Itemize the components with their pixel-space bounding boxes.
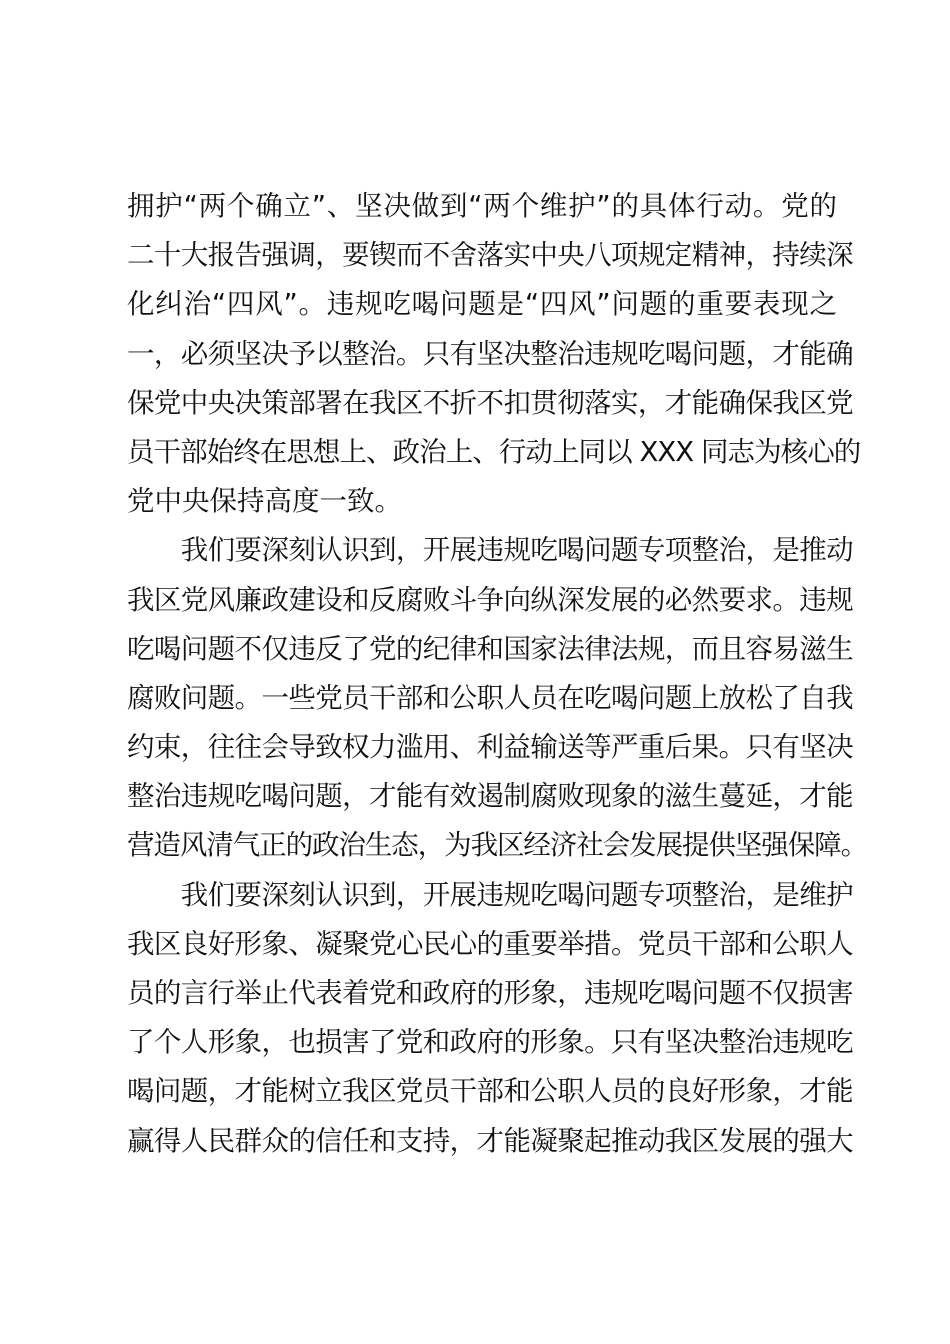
text-line: 保党中央决策部署在我区不折不扣贯彻落实，才能确保我区党 xyxy=(127,386,854,419)
text-line: 吃喝问题不仅违反了党的纪律和国家法律法规，而且容易滋生 xyxy=(127,632,854,665)
text-line: 员的言行举止代表着党和政府的形象，违规吃喝问题不仅损害 xyxy=(127,977,854,1009)
text-line: 我区良好形象、凝聚党心民心的重要举措。党员干部和公职人 xyxy=(127,927,854,960)
text-line: 约束，往往会导致权力滥用、利益输送等严重后果。只有坚决 xyxy=(127,731,854,764)
text-line: 我们要深刻认识到，开展违规吃喝问题专项整治，是维护 xyxy=(127,878,854,911)
text-line: 我们要深刻认识到，开展违规吃喝问题专项整治，是推动 xyxy=(127,534,854,567)
text-line: 赢得人民群众的信任和支持，才能凝聚起推动我区发展的强大 xyxy=(127,1124,854,1157)
text-line: 腐败问题。一些党员干部和公职人员在吃喝问题上放松了自我 xyxy=(127,681,854,714)
text-line: 二十大报告强调，要锲而不舍落实中央八项规定精神，持续深 xyxy=(127,239,854,272)
text-line: 整治违规吃喝问题，才能有效遏制腐败现象的滋生蔓延，才能 xyxy=(127,780,854,813)
text-line: 喝问题，才能树立我区党员干部和公职人员的良好形象，才能 xyxy=(127,1075,854,1108)
text-line: 一，必须坚决予以整治。只有坚决整治违规吃喝问题，才能确 xyxy=(127,337,854,370)
text-line: 了个人形象，也损害了党和政府的形象。只有坚决整治违规吃 xyxy=(127,1026,854,1059)
text-line: 拥护“两个确立”、坚决做到“两个维护”的具体行动。党的 xyxy=(127,190,837,222)
text-line: 员干部始终在思想上、政治上、行动上同以 XXX 同志为核心的 xyxy=(127,435,861,468)
body-text xyxy=(127,182,867,1166)
text-line: 化纠治“四风”。违规吃喝问题是“四风”问题的重要表现之 xyxy=(127,288,837,321)
text-line: 党中央保持高度一致。 xyxy=(127,485,402,518)
text-line: 营造风清气正的政治生态，为我区经济社会发展提供坚强保障。 xyxy=(127,829,867,862)
text-line: 我区党风廉政建设和反腐败斗争向纵深发展的必然要求。违规 xyxy=(127,583,854,616)
